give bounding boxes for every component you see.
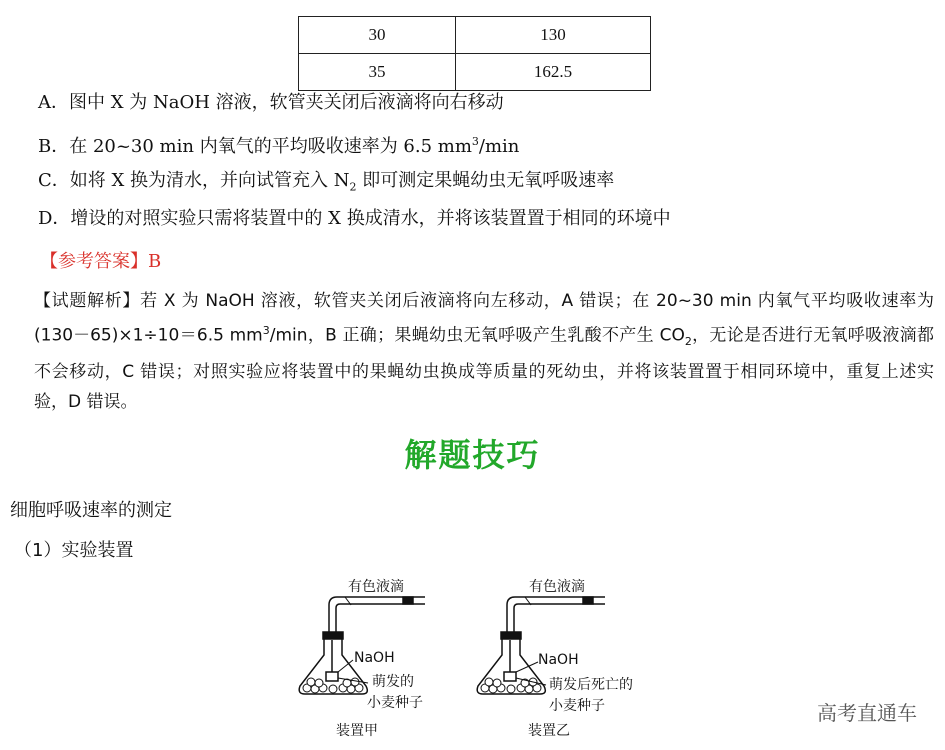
answer-label: 【参考答案】 <box>40 251 148 272</box>
apparatus-caption: 装置乙 <box>528 723 570 739</box>
section-title: 细胞呼吸速率的测定 <box>10 500 172 521</box>
seed-label: 萌发后死亡的 <box>549 677 633 693</box>
droplet-label: 有色液滴 <box>348 579 404 595</box>
table-cell: 162.5 <box>456 54 651 91</box>
table-cell: 30 <box>299 17 456 54</box>
colored-droplet <box>403 597 413 604</box>
apparatus-caption: 装置甲 <box>336 723 378 739</box>
watermark: 高考直通车 <box>817 701 917 725</box>
section-subtitle: （1）实验装置 <box>14 540 134 561</box>
answer-value: B <box>148 251 162 272</box>
seed-label: 萌发的 <box>372 674 414 690</box>
analysis-text: 【试题解析】若 X 为 NaOH 溶液，软管夹关闭后液滴将向左移动，A 错误；在 20~30 min 内氧气平均吸收速率为(130－65)×1÷10＝6.5 mm <box>34 291 934 346</box>
reagent-label: NaOH <box>538 652 579 668</box>
table-cell: 35 <box>299 54 456 91</box>
tips-heading: 解题技巧 <box>404 436 541 474</box>
superscript: 3 <box>471 135 479 148</box>
table-cell: 130 <box>456 17 651 54</box>
option-c-text: C．如将 X 换为清水，并向试管充入 N <box>38 170 350 191</box>
analysis-text: ，无论是否进行无氧呼吸液滴都不会移动，C 错误；对照实验应将装置中的果蝇幼虫换成等质量的死幼虫，并将该装置置于相同环境中，重复上述实验，D 错误。 <box>34 325 935 413</box>
reagent-label: NaOH <box>354 650 395 666</box>
subscript: 2 <box>684 335 692 349</box>
colored-droplet <box>583 597 593 604</box>
seed-label: 小麦种子 <box>367 695 423 711</box>
analysis-text: /min，B 正确；果蝇幼虫无氧呼吸产生乳酸不产生 CO <box>269 325 685 346</box>
naoh-cup <box>504 672 516 681</box>
option-a: A．图中 X 为 NaOH 溶液，软管夹关闭后液滴将向右移动 <box>38 92 504 113</box>
option-d: D．增设的对照实验只需将装置中的 X 换成清水，并将该装置置于相同的环境中 <box>38 208 671 229</box>
seed-label: 小麦种子 <box>549 698 605 714</box>
option-b-unit: /min <box>478 136 520 157</box>
droplet-label: 有色液滴 <box>529 579 585 595</box>
subscript: 2 <box>349 180 357 194</box>
option-b-text: B．在 20~30 min 内氧气的平均吸收速率为 6.5 mm <box>38 136 472 157</box>
superscript: 3 <box>262 324 270 337</box>
rubber-stopper <box>323 632 343 639</box>
rubber-stopper <box>501 632 521 639</box>
option-c-tail: 即可测定果蝇幼虫无氧呼吸速率 <box>356 170 615 191</box>
naoh-cup <box>326 672 338 681</box>
